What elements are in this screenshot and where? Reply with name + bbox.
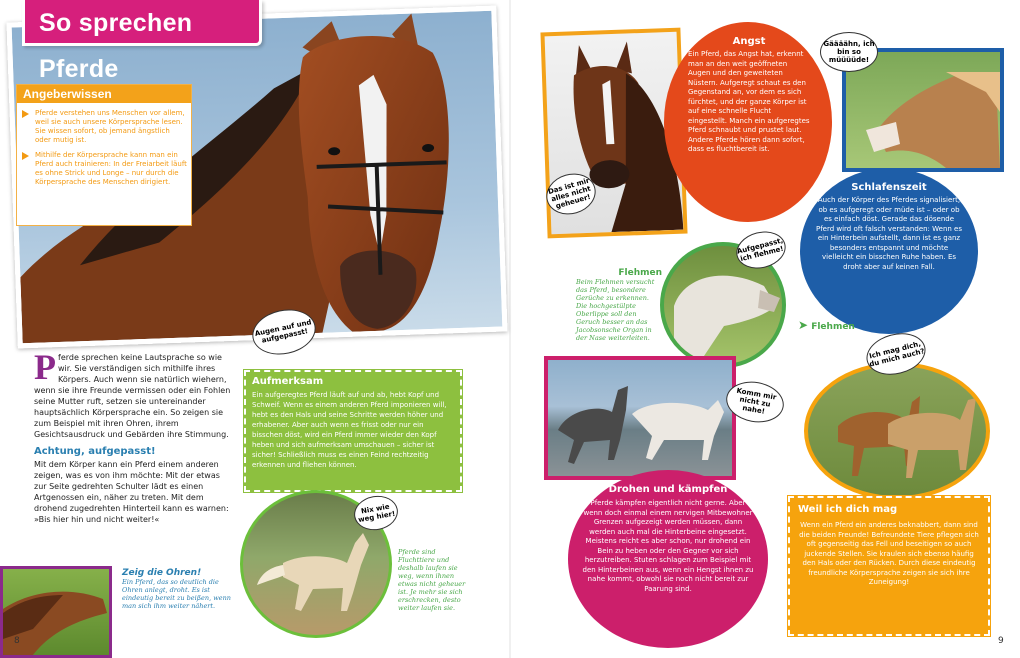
drohen-heading: Drohen und kämpfen: [608, 484, 728, 495]
intro-paragraph: ferde sprechen keine Lautsprache so wie wir. Sie verständigen sich mithilfe ihres Körpers. Auch wenn sie natürlich wiehern, wenn sie ihre Freunde vermissen oder ein Fohlen seine Mutter ruft, setzen sie untereinander hauptsächlich Körpersprache ein. So zeigen sie zum Beispiel mit ihren Ohren, ihrem Gesichtsausdruck und Gebärden ihre Stimmung.: [34, 353, 231, 439]
ohren-heading: Zeig die Ohren!: [122, 568, 202, 578]
schlafenszeit-circle: [800, 168, 978, 334]
arrow-left-icon: ➤: [798, 318, 809, 332]
ohren-text: Ein Pferd, das so deutlich die Ohren anlegt, droht. Es ist eindeutig bereit zu beißen, wenn man sich ihm weiter nähert.: [122, 578, 231, 610]
angeberwissen-item: Pferde verstehen uns Menschen vor allem, weil sie auch unsere Körpersprache lesen. Sie wissen sofort, ob jemand ängstlich oder mutig ist.: [35, 109, 187, 145]
intro-text-block: [34, 347, 234, 525]
angst-text: Ein Pferd, das Angst hat, erkennt man an den weit geöffneten Augen und den geweiteten Nüstern. Aufgeregt schaut es den Gegenstand an, vor dem es sich fürchtet, und der ganze Körper ist auf eine schnelle Flucht eingestellt. Manch ein aufgeregtes Pferd schnaubt und prustet laut. Andere Pferde hören dann sofort, dass es fluchtbereit ist.: [688, 50, 810, 153]
flehmen-text: Beim Flehmen versucht das Pferd, besondere Gerüche zu erkennen. Die hochgestülpte Oberlippe soll den Geruch besser an das Jacobsonsche Organ in der Nase weiterleiten.: [576, 278, 655, 342]
schlafenszeit-heading: Schlafenszeit: [851, 182, 927, 193]
flehmen-caption-box: [576, 268, 662, 342]
speech-bubble-angst: Das ist mir alles nicht geheuer!: [541, 168, 600, 220]
aufmerksam-heading: Aufmerksam: [252, 376, 324, 387]
speech-bubble-gaehn: Gäääähn, ich bin so müüüüde!: [820, 32, 878, 72]
aufmerksam-text: Ein aufgeregtes Pferd läuft auf und ab, hebt Kopf und Schweif. Wenn es einem anderen Pferd imponieren will, hebt es den Hals und seine Schritte werden höher und erhabener. Aber auch wenn es frisst oder nur ein bisschen döst, wird ein Pferd immer wieder den Kopf heben und sich aufmerksam umschauen – sicher ist sicher! Schließlich muss es einen Feind rechtzeitig erkennen und fliehen können.: [252, 391, 447, 469]
page-number-right: 9: [998, 636, 1004, 646]
drohen-text: Pferde kämpfen eigentlich nicht gerne. Aber wenn doch einmal einem nervigen Mitbewohner Grenzen aufgezeigt werden müssen, dann werden auch mal die Hinterbeine eingesetzt. Meistens reicht es aber schon, nur drohend ein Bein zu heben oder den Gegner vor sich herzutreiben. Stuten schlagen zum Beispiel mit den Hinterbeinen aus, wenn ein Hengst ihnen zu nahe kommt, obwohl sie noch nicht bereit zur Paarung sind.: [582, 499, 754, 593]
speech-bubble-nix: Nix wie weg hier!: [351, 492, 400, 533]
page-title: So sprechen Pferde: [22, 0, 262, 46]
speech-bubble-augen: Augen auf und aufgepasst!: [248, 304, 320, 360]
weil-text: Wenn ein Pferd ein anderes beknabbert, dann sind die beiden Freunde! Befreundete Tiere pflegen sich oft gegenseitig das Fell und beseitigen so auch juckende Stellen. Sie kraulen sich ebenso häufig den Hals oder den Rücken. Durch diese eindeutig freundliche Körpersprache zeigen sie sich ihre Zuneigung!: [799, 521, 979, 586]
speech-bubble-flehmen: Aufgepasst, ich flehme!: [732, 226, 789, 273]
page-number-left: 8: [14, 636, 20, 646]
fighting-horses-photo: [544, 356, 736, 480]
angst-heading: Angst: [732, 36, 766, 47]
page-gutter: [509, 0, 511, 658]
friendly-horses-photo: [804, 362, 990, 500]
drop-cap: P: [34, 347, 56, 387]
speech-bubble-magdich: Ich mag dich, du mich auch?: [862, 327, 930, 380]
subheading-achtung: Achtung, aufgepasst!: [34, 446, 156, 457]
schlafenszeit-text: Auch der Körper des Pferdes signalisiert, ob es aufgeregt oder müde ist – oder ob es einfach döst. Gerade das dösende Pferd wird oft falsch verstanden: Wenn es ein Hinterbein aufstellt, dann ist es ganz besonders entspannt und möchte vielleicht ein bisschen Ruhe haben. Es droht aber auf keinen Fall.: [815, 196, 963, 271]
weil-heading: Weil ich dich mag: [798, 504, 898, 515]
flight-caption: Pferde sind Fluchttiere und deshalb laufen sie weg, wenn ihnen etwas nicht geheuer ist. Je mehr sie sich erschrecken, desto weiter laufen sie.: [398, 548, 466, 612]
weil-ich-dich-mag-box: [788, 496, 990, 636]
drohen-circle: [568, 470, 768, 648]
flehmen-arrow-text: Flehmen: [811, 322, 855, 332]
angeberwissen-item: Mithilfe der Körpersprache kann man ein Pferd auch trainieren: In der Freiarbeit läuft es ohne Strick und Longe – nur durch die Körpersprache des Menschen dirigiert.: [35, 151, 187, 186]
speech-bubble-kommmir: Komm mir nicht zu nahe!: [723, 377, 787, 426]
angeberwissen-box: [16, 84, 192, 226]
angeberwissen-heading: Angeberwissen: [17, 85, 191, 103]
aufmerksam-box: [244, 370, 462, 492]
flehmen-heading: Flehmen: [618, 268, 662, 278]
angst-circle: [664, 22, 832, 222]
intro-paragraph-2: Mit dem Körper kann ein Pferd einem anderen zeigen, was es von ihm möchte: Mit der etwas zur Seite gedrehten Schulter lädt es einen Artgenossen ein, näher zu treten. Mit dem drohend zugedrehten Hinterteil kann es warnen: »Bis hier hin und nicht weiter!«: [34, 460, 229, 524]
ohren-caption-box: [122, 568, 232, 610]
flehmen-arrow-label: [798, 318, 855, 332]
